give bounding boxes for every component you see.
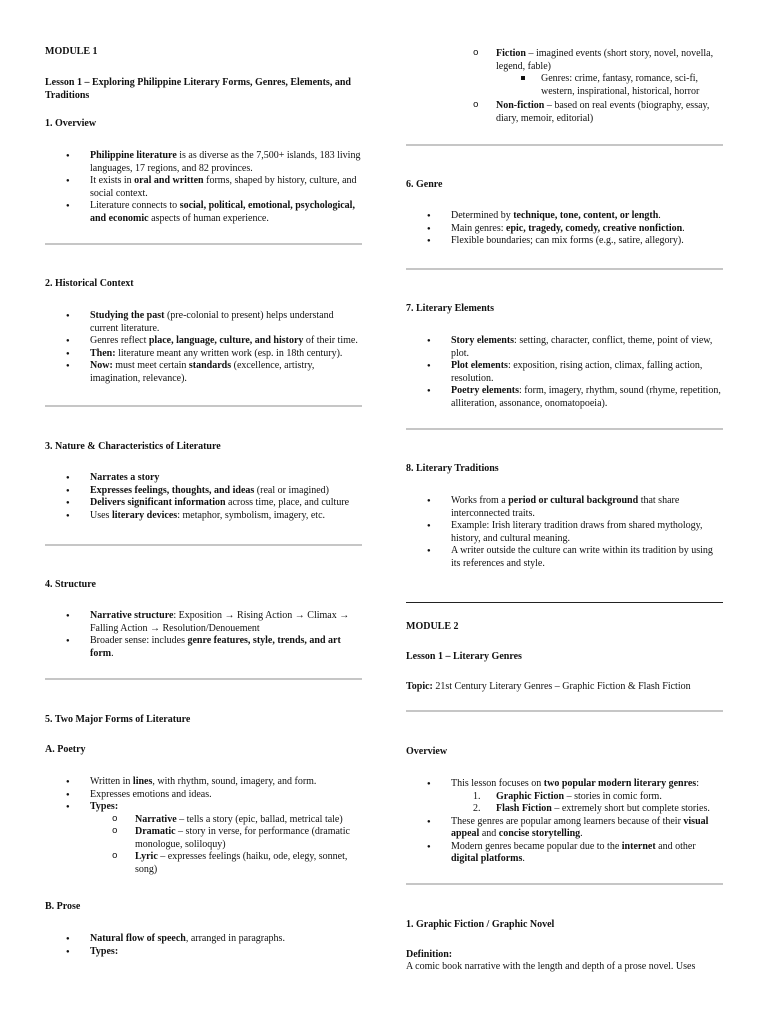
list-item: ● This lesson focuses on two popular modern literary genres: — [406, 778, 724, 791]
numbered-item: 2. Flash Fiction – extremely short but complete stories. — [473, 803, 710, 814]
list-item: ● Flexible boundaries; can mix forms (e.g., satire, allegory). — [406, 235, 724, 248]
section-divider — [406, 710, 723, 712]
list-item: ● Story elements: setting, character, conflict, theme, point of view, plot. — [406, 335, 724, 360]
overview-heading: Overview — [406, 746, 448, 757]
prose-list — [45, 933, 363, 958]
section-structure-heading: 4. Structure — [45, 579, 96, 590]
list-item: ● Broader sense: includes genre features, style, trends, and art form. — [45, 635, 363, 660]
list-item: ● Narrates a story — [45, 472, 363, 485]
list-item: ● A writer outside the culture can write within its tradition by using its references and style. — [406, 545, 724, 570]
list-item: ● Narrative structure: Exposition → Rising Action → Climax → Falling Action → Resolution/Denouement — [45, 610, 363, 635]
section-genre-heading: 6. Genre — [406, 179, 443, 190]
poetry-heading: A. Poetry — [45, 744, 86, 755]
module-divider — [406, 602, 723, 603]
section-nature-heading: 3. Nature & Characteristics of Literature — [45, 441, 221, 452]
section-divider — [45, 678, 362, 680]
module-2-topic: Topic: 21st Century Literary Genres – Graphic Fiction & Flash Fiction — [406, 681, 691, 692]
list-item: ● Types: — [45, 946, 363, 959]
prose-types-list — [406, 48, 724, 125]
list-item: ● Genres reflect place, language, culture, and history of their time. — [45, 335, 363, 348]
list-item: ● Example: Irish literary tradition draws from shared mythology, history, and cultural meaning. — [406, 520, 724, 545]
list-item: ● Uses literary devices: metaphor, symbolism, imagery, etc. — [45, 510, 363, 523]
graphic-fiction-heading: 1. Graphic Fiction / Graphic Novel — [406, 919, 555, 930]
section-nature-list — [45, 472, 363, 522]
list-item: ● Plot elements: exposition, rising action, climax, falling action, resolution. — [406, 360, 724, 385]
section-elements-heading: 7. Literary Elements — [406, 303, 495, 314]
prose-heading: B. Prose — [45, 901, 81, 912]
list-item: ● Now: must meet certain standards (excellence, artistry, imagination, relevance). — [45, 360, 363, 385]
section-structure-list — [45, 610, 363, 660]
sub-list-item: o Non-fiction – based on real events (biography, essay, diary, memoir, editorial) — [406, 100, 724, 125]
list-item: ● Expresses emotions and ideas. — [45, 789, 363, 802]
section-divider — [406, 883, 723, 885]
section-divider — [45, 405, 362, 407]
list-item: ● Types: — [45, 801, 363, 814]
definition-text: A comic book narrative with the length and depth of a prose novel. Uses — [406, 961, 696, 972]
section-divider — [45, 243, 362, 245]
list-item: ● It exists in oral and written forms, shaped by history, culture, and social context. — [45, 175, 363, 200]
sub-list-item: o Fiction – imagined events (short story, novel, novella, legend, fable) — [406, 48, 724, 73]
section-historical-heading: 2. Historical Context — [45, 278, 134, 289]
section-genre-list — [406, 210, 724, 248]
sub-sub-list-item: Genres: crime, fantasy, romance, sci-fi, western, inspirational, historical, horror — [406, 73, 724, 98]
list-item: ● Modern genres became popular due to the internet and other digital platforms. — [406, 841, 724, 866]
section-divider — [406, 428, 723, 430]
list-item: ● These genres are popular among learners because of their visual appeal and concise storytelling. — [406, 816, 724, 841]
list-item: ● Works from a period or cultural background that share interconnected traits. — [406, 495, 724, 520]
list-item: ● Then: literature meant any written work (esp. in 18th century). — [45, 348, 363, 361]
list-item: ● Main genres: epic, tragedy, comedy, creative nonfiction. — [406, 223, 724, 236]
section-elements-list — [406, 335, 724, 410]
lesson-1-title: Lesson 1 – Exploring Philippine Literary Forms, Genres, Elements, and Traditions — [45, 77, 351, 101]
definition-label: Definition: — [406, 949, 453, 960]
section-historical-list — [45, 310, 363, 385]
list-item: ● Determined by technique, tone, content, or length. — [406, 210, 724, 223]
sub-list-item: o Lyric – expresses feelings (haiku, ode, elegy, sonnet, song) — [45, 851, 363, 876]
section-divider — [406, 268, 723, 270]
list-item: ● Poetry elements: form, imagery, rhythm, sound (rhyme, repetition, alliteration, assonance, onomatopoeia). — [406, 385, 724, 410]
section-divider — [45, 544, 362, 546]
section-forms-heading: 5. Two Major Forms of Literature — [45, 714, 191, 725]
list-item: ● Philippine literature is as diverse as the 7,500+ islands, 183 living languages, 17 regions, and 82 provinces. — [45, 150, 363, 175]
list-item: ● Delivers significant information across time, place, and culture — [45, 497, 363, 510]
list-item: ● Studying the past (pre-colonial to present) helps understand current literature. — [45, 310, 363, 335]
section-divider — [406, 144, 723, 146]
numbered-item: 1. Graphic Fiction – stories in comic form. — [473, 790, 662, 802]
module-2-lesson-title: Lesson 1 – Literary Genres — [406, 651, 522, 662]
sub-list-item: o Narrative – tells a story (epic, ballad, metrical tale) — [45, 814, 363, 827]
section-overview-heading: 1. Overview — [45, 118, 97, 129]
list-item: ● Natural flow of speech, arranged in paragraphs. — [45, 933, 363, 946]
module-1-title: MODULE 1 — [45, 46, 98, 57]
section-traditions-heading: 8. Literary Traditions — [406, 463, 499, 474]
overview-list — [406, 778, 724, 866]
poetry-list — [45, 776, 363, 876]
list-item: ● Written in lines, with rhythm, sound, imagery, and form. — [45, 776, 363, 789]
section-traditions-list — [406, 495, 724, 570]
section-overview-list — [45, 150, 363, 225]
sub-list-item: o Dramatic – story in verse, for performance (dramatic monologue, soliloquy) — [45, 826, 363, 851]
list-item: ● Literature connects to social, political, emotional, psychological, and economic aspects of human experience. — [45, 200, 363, 225]
list-item: ● Expresses feelings, thoughts, and ideas (real or imagined) — [45, 485, 363, 498]
module-2-title: MODULE 2 — [406, 621, 459, 632]
